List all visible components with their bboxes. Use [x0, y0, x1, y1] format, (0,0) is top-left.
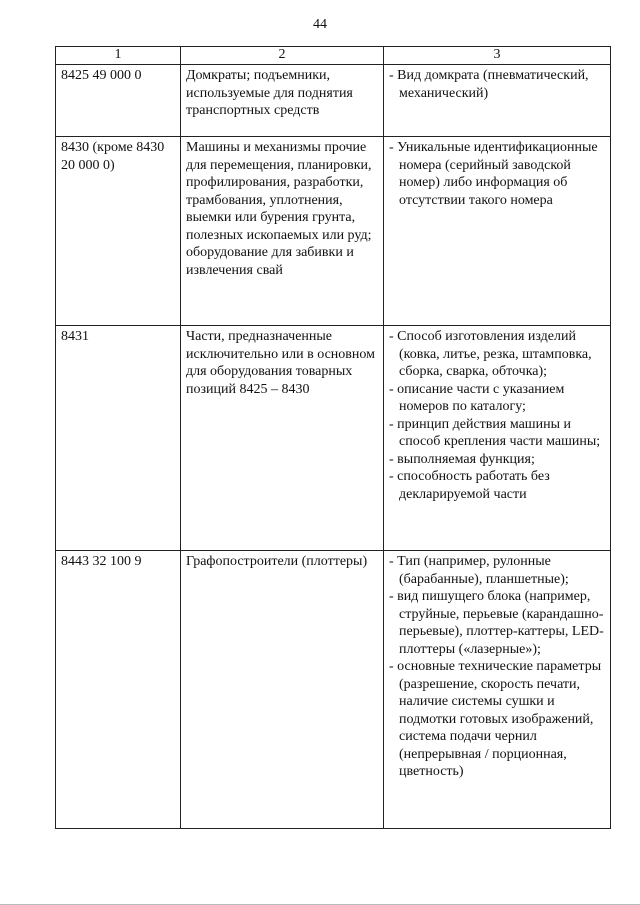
feature-item: - выполняемая функция; [389, 451, 607, 469]
goods-table [55, 46, 611, 829]
features-cell [384, 551, 611, 829]
table-row [56, 65, 611, 137]
features-cell [384, 65, 611, 137]
description-cell: Графопостроители (плоттеры) [181, 551, 384, 829]
feature-item: - принцип действия машины и способ крепления части машины; [389, 416, 607, 451]
features-cell [384, 137, 611, 326]
column-header: 3 [384, 47, 611, 65]
description-cell: Домкраты; подъемники, используемые для поднятия транспортных средств [181, 65, 384, 137]
column-header: 1 [56, 47, 181, 65]
table-row [56, 551, 611, 829]
feature-item: - вид пишущего блока (например, струйные, перьевые (карандашно-перьевые), плоттер-каттеры, LED-плоттеры («лазерные»); [389, 588, 607, 658]
table-row [56, 137, 611, 326]
table-row [56, 326, 611, 551]
feature-item: - способность работать без декларируемой части [389, 468, 607, 503]
features-cell [384, 326, 611, 551]
code-cell: 8431 [56, 326, 181, 551]
description-cell: Машины и механизмы прочие для перемещения, планировки, профилирования, разработки, трамбования, уплотнения, выемки или бурения грунта, полезных ископаемых или руд; оборудование для забивки и извлечения свай [181, 137, 384, 326]
header-row [56, 47, 611, 65]
feature-item: - Уникальные идентификационные номера (серийный заводской номер) либо информация об отсутствии такого номера [389, 139, 607, 209]
description-cell: Части, предназначенные исключительно или в основном для оборудования товарных позиций 8425 – 8430 [181, 326, 384, 551]
code-cell: 8430 (кроме 8430 20 000 0) [56, 137, 181, 326]
feature-item: - описание части с указанием номеров по каталогу; [389, 381, 607, 416]
code-cell: 8425 49 000 0 [56, 65, 181, 137]
column-header: 2 [181, 47, 384, 65]
page-number: 44 [313, 17, 327, 32]
feature-item: - Вид домкрата (пневматический, механический) [389, 67, 607, 102]
code-cell: 8443 32 100 9 [56, 551, 181, 829]
feature-item: - Тип (например, рулонные (барабанные), планшетные); [389, 553, 607, 588]
feature-item: - основные технические параметры (разрешение, скорость печати, наличие системы сушки и подмотки готовых изображений, система подачи чернил (непрерывная / порционная, цветность) [389, 658, 607, 781]
feature-item: - Способ изготовления изделий (ковка, литье, резка, штамповка, сборка, сварка, обточка); [389, 328, 607, 381]
